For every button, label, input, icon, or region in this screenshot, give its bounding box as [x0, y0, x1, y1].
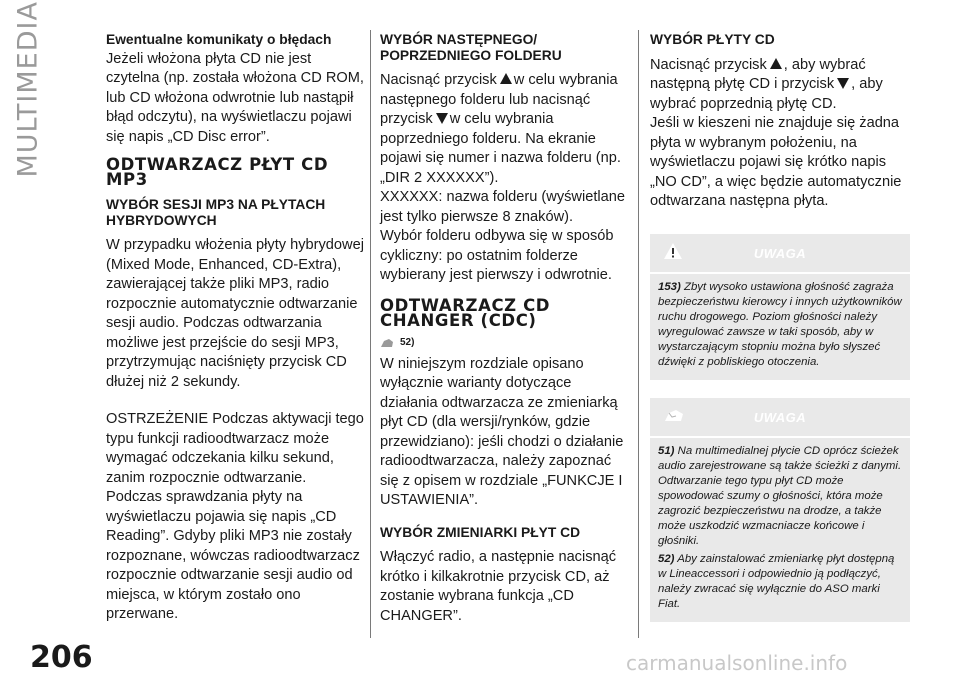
triangle-up-icon: [770, 58, 782, 69]
paragraph-hybrid: W przypadku włożenia płyty hybrydowej (Mixed Mode, Enhanced, CD-Extra), zawierającej także pliki MP3, radio rozpocznie automatycznie odtwarzanie sesji audio. Podczas odtwarzania możliwe jest przejście do sesji MP3, przytrzymując naciśnięty przycisk CD dłużej niż 2 sekundy.: [106, 237, 364, 390]
heading-changer-select: WYBÓR ZMIENIARKI PŁYT CD: [380, 524, 581, 540]
note-text: Aby zainstalować zmieniarkę płyt dostępną w Lineaccessori i odpowiednio ją podłączyć, należy zwracać się wyłącznie do ASO marki Fiat.: [658, 552, 895, 610]
disc-text-a: Nacisnąć przycisk: [650, 56, 767, 73]
column-divider-2: [638, 30, 639, 638]
column-divider-1: [370, 30, 371, 638]
paragraph-folder: [380, 71, 630, 188]
paragraph-errors: Jeżeli włożona płyta CD nie jest czytelna (np. została włożona CD ROM, lub CD włożona odwrotnie lub nastąpił błąd odczytu), na wyświetlaczu pojawi się napis „CD Disc error”.: [106, 50, 364, 145]
column-3: [650, 32, 910, 622]
warning-body: [650, 274, 910, 380]
heading-hybrid-session: WYBÓR SESJI MP3 NA PŁYTACH HYBRYDOWYCH: [106, 197, 326, 228]
warning-note: [658, 444, 902, 549]
disc-text-c: , aby wybrać poprzednią płytę CD.: [650, 76, 883, 112]
paragraph-warning: OSTRZEŻENIE Podczas aktywacji tego typu funkcji radioodtwarzacz może wymagać odczekania kilku sekund, zanim rozpocznie odtwarzanie. Podczas sprawdzania płyty na wyświetlaczu pojawia się napis „CD Reading”. Gdyby pliki MP3 nie zostały rozpoznane, wówczas radioodtwarzacz rozpocznie odtwarzanie sesji audio od miejsca, w którym zostało ono przerwane.: [106, 411, 364, 622]
warning-box-2: [650, 398, 910, 622]
warning-header: [650, 234, 910, 272]
heading-mp3-player: ODTWARZACZ PŁYT CD MP3: [106, 155, 329, 189]
reference-number: 52): [400, 337, 415, 348]
paragraph-folder-name: XXXXXX: nazwa folderu (wyświetlane jest tylko pierwsze 8 znaków).: [380, 189, 625, 225]
paragraph-changer: Włączyć radio, a następnie nacisnąć krótko i kilkakrotnie przycisk CD, aż zostanie wybrana funkcja „CD CHANGER”.: [380, 549, 617, 624]
note-number: 153): [658, 280, 681, 293]
page-number: 206: [30, 640, 93, 675]
paragraph-no-cd: Jeśli w kieszeni nie znajduje się żadna płyta w wybranym położeniu, na wyświetlaczu pojawi się krótko napis „NO CD”, a więc będzie automatycznie odtwarzana następna płyta.: [650, 115, 902, 209]
note-text: Zbyt wysoko ustawiona głośność zagraża bezpieczeństwu kierowcy i innych użytkowników ruchu drogowego. Poziom głośności należy wyregulować zawsze w taki sposób, aby w wystarczającym stopniu można było słyszeć dźwięki z pobliskiego otoczenia.: [658, 280, 902, 368]
heading-folder-select: WYBÓR NASTĘPNEGO/ POPRZEDNIEGO FOLDERU: [380, 32, 562, 63]
warning-note: [658, 552, 902, 612]
watermark: carmanualsonline.info: [626, 651, 848, 675]
folder-text-a: Nacisnąć przycisk: [380, 72, 497, 88]
paragraph-folder-cycle: Wybór folderu odbywa się w sposób cykliczny: po ostatnim folderze wybierany jest pierwszy i odwrotnie.: [380, 228, 614, 283]
folder-text-b: w celu wybrania następnego folderu lub nacisnąć przycisk: [380, 72, 618, 127]
triangle-down-icon: [837, 78, 849, 89]
warning-header: [650, 398, 910, 436]
section-label: MULTIMEDIA: [12, 1, 44, 178]
warning-title: UWAGA: [753, 409, 807, 425]
note-number: 51): [658, 444, 675, 457]
column-2: [380, 32, 630, 626]
column-1: [106, 32, 364, 625]
hand-icon: [380, 337, 394, 349]
note-number: 52): [658, 552, 675, 565]
paragraph-cd-changer: W niniejszym rozdziale opisano wyłącznie warianty dotyczące działania odtwarzacza ze zmieniarką płyt CD (dla wersji/rynków, gdzie przewidziano): jeśli chodzi o działanie radioodtwarzacza, należy zapoznać się z opisem w rozdziale „FUNKCJE I USTAWIENIA”.: [380, 355, 624, 508]
note-text: Na multimedialnej płycie CD oprócz ścieżek audio zarejestrowane są także ścieżki z danymi. Odtwarzanie tego typu płyt CD może spowodować szumy o głośności, która może zagrozić bezpieczeństwu na drodze, a także może uszkodzić wzmacniacze końcowe i głośniki.: [658, 444, 902, 547]
heading-errors: Ewentualne komunikaty o błędach: [106, 32, 332, 47]
folder-text-c: w celu wybrania poprzedniego folderu. Na ekranie pojawi się numer i nazwa folderu (np. „DIR 2 XXXXXX”).: [380, 111, 621, 186]
heading-cd-changer: ODTWARZACZ CD CHANGER (CDC): [380, 295, 551, 330]
reference-row: [380, 337, 630, 349]
warning-body: [650, 438, 910, 622]
warning-box-1: [650, 234, 910, 380]
warning-title: UWAGA: [753, 245, 807, 261]
heading-disc-select: WYBÓR PŁYTY CD: [650, 32, 775, 47]
triangle-up-icon: [500, 73, 512, 84]
warning-note: [658, 280, 902, 370]
triangle-down-icon: [436, 113, 448, 124]
paragraph-disc: [650, 56, 910, 115]
disc-text-b: , aby wybrać następną płytę CD i przycisk: [650, 56, 866, 92]
